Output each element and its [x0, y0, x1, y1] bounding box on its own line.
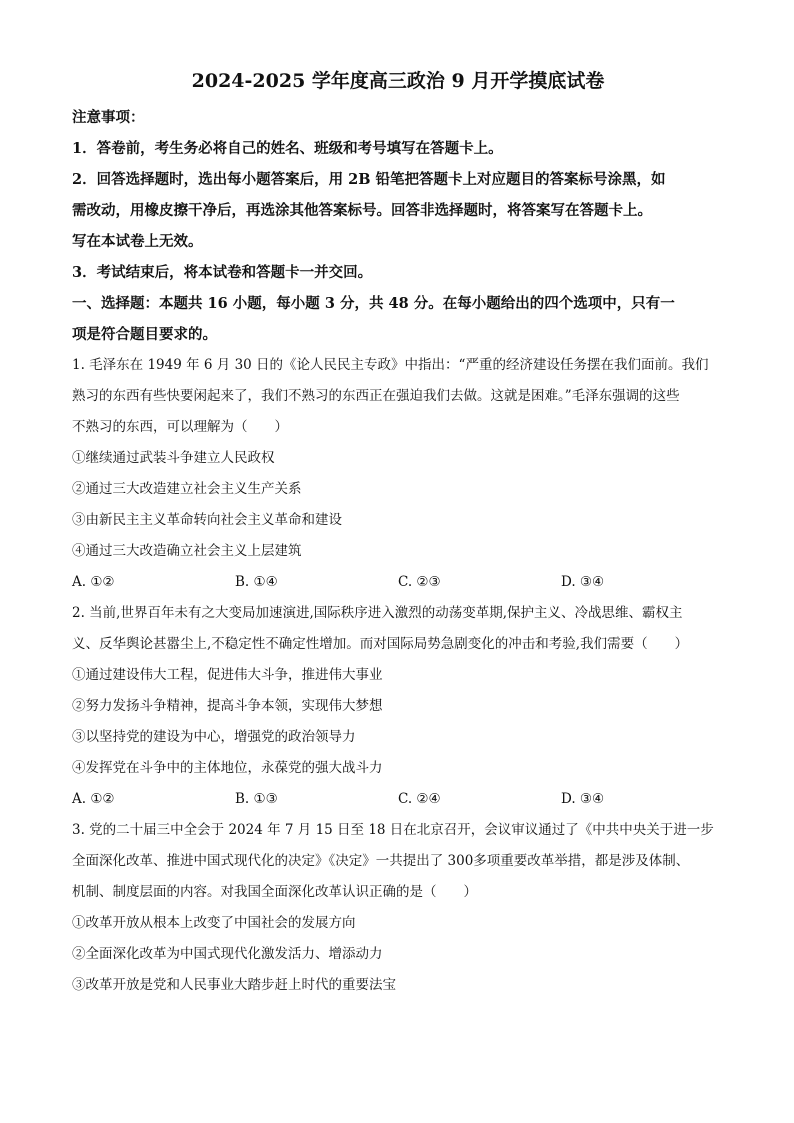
question-stem: 机制、制度层面的内容。对我国全面深化改革认识正确的是（ ）: [72, 884, 477, 900]
choice-a: A. ①②: [72, 791, 115, 807]
question-stem: 3. 党的二十届三中全会于 2024 年 7 月 15 日至 18 日在北京召开，会议审议通过了《中共中央关于进一步: [72, 822, 714, 838]
statement-option: ③由新民主主义革命转向社会主义革命和建设: [72, 512, 342, 528]
section-heading-cont: 项是符合题目要求的。: [72, 326, 217, 343]
answer-choices: [72, 567, 724, 598]
exam-title: 2024-2025 学年度高三政治 9 月开学摸底试卷: [191, 70, 605, 92]
statement-option: ④通过三大改造确立社会主义上层建筑: [72, 543, 302, 559]
statement-option: ②通过三大改造建立社会主义生产关系: [72, 481, 302, 497]
question-stem: 2. 当前,世界百年未有之大变局加速演进,国际秩序进入激烈的动荡变革期,保护主义、冷战思维、霸权主: [72, 605, 683, 621]
question-3: [72, 815, 724, 1001]
statement-option: ②全面深化改革为中国式现代化激发活力、增添动力: [72, 946, 383, 962]
choice-c: C. ②④: [398, 791, 441, 807]
question-stem: 熟习的东西有些快要闲起来了，我们不熟习的东西正在强迫我们去做。这就是困难。”毛泽东强调的这些: [72, 388, 680, 404]
statement-option: ①通过建设伟大工程，促进伟大斗争，推进伟大事业: [72, 667, 383, 683]
notice-item: 需改动，用橡皮擦干净后，再选涂其他答案标号。回答非选择题时，将答案写在答题卡上。: [72, 202, 652, 219]
notice-item: 写在本试卷上无效。: [72, 233, 203, 250]
choice-d: D. ③④: [561, 574, 605, 590]
choice-d: D. ③④: [561, 791, 605, 807]
statement-option: ①改革开放从根本上改变了中国社会的发展方向: [72, 915, 356, 931]
notice-item: 2．回答选择题时，选出每小题答案后，用 2B 铅笔把答题卡上对应题目的答案标号涂黑，如: [72, 171, 666, 188]
statement-option: ①继续通过武装斗争建立人民政权: [72, 450, 275, 466]
section-heading: 一、选择题：本题共 16 小题，每小题 3 分，共 48 分。在每小题给出的四个选项中，只有一: [72, 295, 675, 312]
question-stem: 1. 毛泽东在 1949 年 6 月 30 日的《论人民民主专政》中指出：“严重的经济建设任务摆在我们面前。我们: [72, 357, 709, 373]
statement-option: ④发挥党在斗争中的主体地位，永葆党的强大战斗力: [72, 760, 383, 776]
choice-b: B. ①④: [235, 574, 278, 590]
question-2: [72, 598, 724, 815]
exam-page: [72, 64, 724, 1001]
answer-choices: [72, 784, 724, 815]
choice-a: A. ①②: [72, 574, 115, 590]
statement-option: ②努力发扬斗争精神，提高斗争本领，实现伟大梦想: [72, 698, 383, 714]
choice-c: C. ②③: [398, 574, 441, 590]
notice-item: 3．考试结束后，将本试卷和答题卡一并交回。: [72, 264, 373, 281]
question-1: [72, 350, 724, 598]
question-stem: 义、反华舆论甚嚣尘上,不稳定性不确定性增加。而对国际局势急剧变化的冲击和考验,我们需要（ ）: [72, 636, 689, 652]
statement-option: ③以坚持党的建设为中心，增强党的政治领导力: [72, 729, 356, 745]
notice-heading: 注意事项：: [72, 109, 145, 126]
statement-option: ③改革开放是党和人民事业大踏步赶上时代的重要法宝: [72, 977, 396, 993]
notice-item: 1．答卷前，考生务必将自己的姓名、班级和考号填写在答题卡上。: [72, 140, 503, 157]
question-stem: 全面深化改革、推进中国式现代化的决定》《决定》一共提出了 300多项重要改革举措，都是涉及体制、: [72, 853, 690, 869]
question-stem: 不熟习的东西，可以理解为（ ）: [72, 419, 288, 435]
choice-b: B. ①③: [235, 791, 278, 807]
